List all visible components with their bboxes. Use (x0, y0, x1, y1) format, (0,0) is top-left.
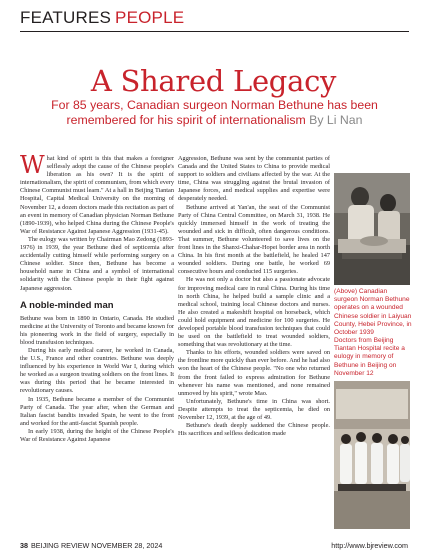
paragraph: In early 1938, during the height of the Chinese People's War of Resistance Against Japanese (20, 427, 174, 443)
paragraph: Bethune arrived at Yan'an, the seat of the Communist Party of China Central Committee, on March 31, 1938. He quickly immersed himself in the work of treating the wounded and sick in difficult, often dangerous conditions. That summer, Bethune volunteered to save lives on the front lines in the Shanxi-Chahar-Hopei border area in north China. In his first month at the battlefield, he healed 147 wounded soldiers. During one battle, he worked 69 consecutive hours and conducted 115 surgeries. (178, 203, 330, 276)
historical-surgery-photo-graphic (334, 173, 410, 285)
section-label-people: PEOPLE (115, 8, 185, 27)
drop-cap: W (20, 151, 45, 179)
byline: By Li Nan (309, 113, 363, 127)
page-footer-left (20, 541, 162, 550)
article-column-1 (20, 151, 174, 444)
page-number: 38 (20, 541, 28, 550)
photo-caption: Doctors from Beijing Tiantan Hospital recite a eulogy in memory of Bethune in Beijing on November 12 (334, 337, 405, 377)
article-subtitle (20, 98, 409, 128)
header-divider (20, 31, 409, 32)
publication-line: BEIJING REVIEW NOVEMBER 28, 2024 (31, 541, 163, 550)
paragraph: The eulogy was written by Chairman Mao Zedong (1893-1976) in 1939, the year Bethune died of septicemia after accidentally cutting himself while performing surgery on a Chinese soldier. Since then, Bethune has become a household name in China and a symbol of international solidarity with the Chinese people in their fight against Japanese aggression. (20, 235, 174, 292)
paragraph: In 1935, Bethune became a member of the Communist Party of Canada. The year after, when the German and Italian fascist bandits invaded Spain, he went to the front and worked for the anti-fascist Spanish people. (20, 395, 174, 427)
historical-surgery-photo (334, 173, 410, 285)
paragraph: He was not only a doctor but also a passionate advocate for improving medical care in rural China. During his time in north China, he helped build a sample clinic and a medical school, training local Chinese doctors and nurses. He also created a makeshift hospital on horseback, which could hold equipment and medicine for 100 surgeries. He developed portable blood transfusion techniques that could be used on the battlefield to treat wounded soldiers, something that was revolutionary at the time. (178, 276, 330, 349)
intro-text: hat kind of spirit is this that makes a foreigner selflessly adopt the cause of the Chinese people's liberation as his own? It is the spirit of internationalism, the spirit of communism, from which every Chinese Communist must learn." At a hall in Beijing Tiantan Hospital, Capital Medical University on the morning of November 12, a dozen doctors made this recitation as part of an event in memory of Canadian physician Norman Bethune (1890-1939), who helped China during the Chinese People's War of Resistance Against Japanese Aggression (1931-45). (20, 155, 174, 235)
paragraph: Bethune's death deeply saddened the Chinese people. His sacrifices and selfless dedication made (178, 422, 330, 438)
paragraph: Aggression, Bethune was sent by the communist parties of Canada and the United States to China to provide medical support to soldiers and civilians affected by the war. At the time, China was struggling against the brutal invasion of Japanese forces, and medical supplies and expertise were desperately needed. (178, 155, 330, 203)
paragraph: Thanks to his efforts, wounded soldiers were saved on the frontline more quickly than ever before. And he had also won the heart of the Chinese people. "No one who returned from the front failed to express admiration for Bethune whenever his name was mentioned, and none remained unmoved by his spirit," wrote Mao. (178, 349, 330, 397)
eulogy-event-photo-graphic (334, 381, 410, 529)
photo-caption: (Above) Canadian surgeon Norman Bethune operates on a wounded Chinese soldier in Laiyuan County, Hebei Province, in October 1939 (334, 288, 412, 337)
section-label (20, 8, 184, 28)
section-label-features: FEATURES (20, 8, 112, 27)
paragraph: During his early medical career, he worked in Canada, the U.S., France and other countries. Bethune was deeply influenced by his experience in World War I, during which he worked as a surgeon treating soldiers on the front lines. It was during this period that he became interested in revolutionary causes. (20, 346, 174, 395)
article-title: A Shared Legacy (90, 64, 337, 98)
website-url[interactable]: http://www.bjreview.com (331, 541, 408, 550)
section-heading: A noble-minded man (20, 299, 114, 311)
intro-paragraph (20, 151, 174, 236)
paragraph: Unfortunately, Bethune's time in China was short. Despite attempts to treat the septicemia, he died on November 12, 1939, at the age of 49. (178, 397, 330, 421)
paragraph: Bethune was born in 1890 in Ontario, Canada. He studied medicine at the University of Toronto and became known for his pioneering work in the field of surgery, especially in blood transfusion techniques. (20, 314, 174, 346)
eulogy-event-photo (334, 381, 410, 529)
article-column-2 (178, 155, 330, 438)
subtitle-text: For 85 years, Canadian surgeon Norman Bethune has been remembered for his spirit of internationalism (51, 98, 378, 127)
